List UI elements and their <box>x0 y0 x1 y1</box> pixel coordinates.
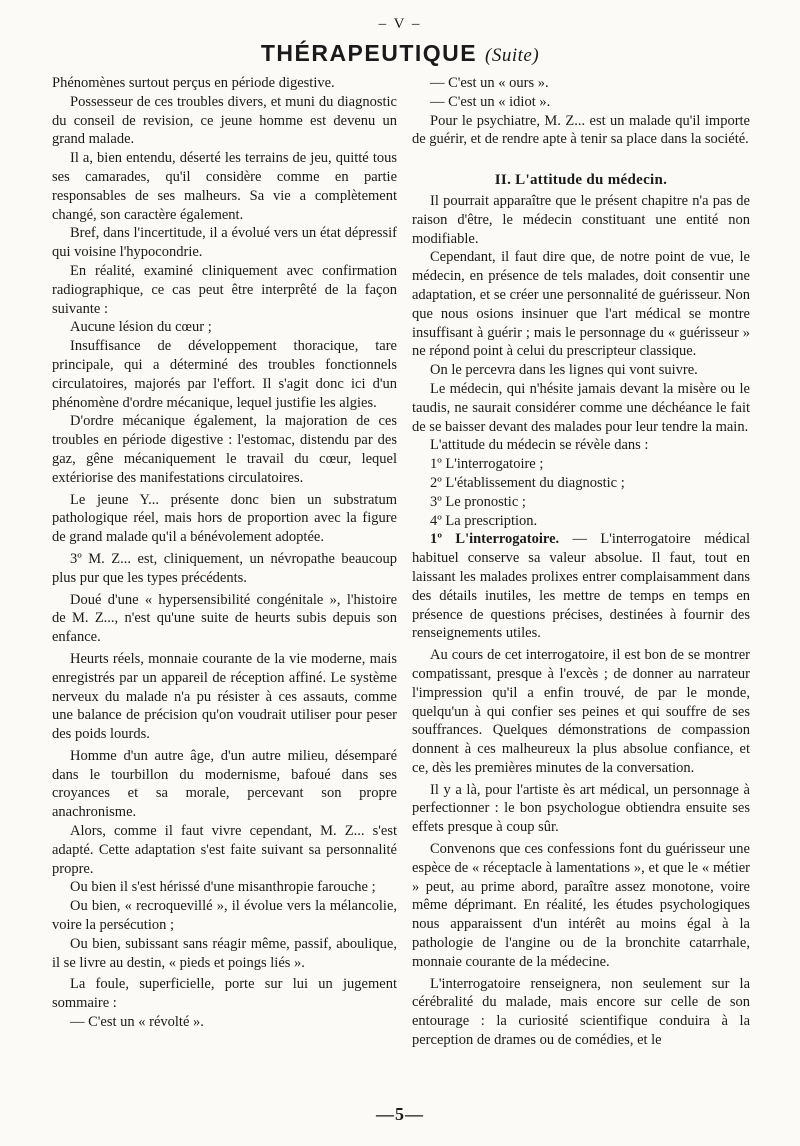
paragraph: 3º M. Z... est, cliniquement, un névropathe beaucoup plus pur que les types précédents. <box>52 550 397 586</box>
page-title <box>0 40 800 67</box>
paragraph: Ou bien, « recroquevillé », il évolue vers la mélancolie, voire la persécution ; <box>52 898 397 934</box>
paragraph: — C'est un « révolté ». <box>70 1014 204 1031</box>
paragraph: Il a, bien entendu, déserté les terrains de jeu, quitté tous ses camarades, qu'il considère comme en partie responsables de ses malheurs. Sa vie a complètement changé, son caractère également. <box>52 150 397 223</box>
list-item: 1º L'interrogatoire ; <box>430 456 544 473</box>
paragraph: Bref, dans l'incertitude, il a évolué vers un état dépressif qui voisine l'hypocondrie. <box>52 225 397 261</box>
page-number: —5— <box>376 1104 424 1124</box>
section-heading: II. L'attitude du médecin. <box>494 172 668 189</box>
paragraph: Il y a là, pour l'artiste ès art médical, un personnage à perfectionner : le bon psychologue obtiendra ensuite ses effets presque à coup sûr. <box>412 781 750 836</box>
interrogatoire-text: — L'interrogatoire médical habituel conserve sa valeur absolue. Il faut, tout en laissant les malades prolixes entrer complaisamment dans des détails inutiles, les mettre de temps en temps en présence de questions précises, destinées à fournir des renseignements utiles. <box>412 531 750 642</box>
paragraph: Le jeune Y... présente donc bien un substratum pathologique réel, mais hors de proportion avec la figure de grand malade qu'il a bénévolement adoptée. <box>52 491 397 546</box>
paragraph: Alors, comme il faut vivre cependant, M. Z... s'est adapté. Cette adaptation s'est faite suivant sa personnalité propre. <box>52 823 397 877</box>
interrogatoire-label: 1º L'interrogatoire. <box>430 531 560 548</box>
paragraph: En réalité, examiné cliniquement avec confirmation radiographique, ce cas peut être interprêté de la façon suivante : <box>52 262 397 317</box>
title-text: THÉRAPEUTIQUE <box>260 40 478 66</box>
paragraph: Ou bien, subissant sans réagir même, passif, aboulique, il se livre au destin, « pieds et poings liés ». <box>52 935 397 971</box>
paragraph: Au cours de cet interrogatoire, il est bon de se montrer compatissant, presque à l'excès ; de donner au narrateur l'impression qu'il a enfin trouvé, de par le monde, quelqu'un à qui confier ses peines et qui souffre de ses souffrances. Quelques démonstrations de compassion donnent à ces malheureux la plus absolue confiance, et ce, dès les premières minutes de la conversation. <box>412 647 750 776</box>
paragraph: Cependant, il faut dire que, de notre point de vue, le médecin, en présence de tels malades, doit consentir une adaptation, et se créer une personnalité de guérisseur. Non que nous osions insinuer que l'art médical se montre insuffisant à guérir ; mais le personnage du « guérisseur » ne répond point à celui du prescripteur classique. <box>412 249 750 360</box>
title-suffix: (Suite) <box>485 45 540 66</box>
paragraph: Pour le psychiatre, M. Z... est un malade qu'il importe de guérir, et de rendre apte à tenir sa place dans la société. <box>412 112 750 148</box>
list-item: 2º L'établissement du diagnostic ; <box>430 474 625 491</box>
paragraph: Il pourrait apparaître que le présent chapitre n'a pas de raison d'être, le médecin constituant une entité non modifiable. <box>412 192 750 247</box>
left-column <box>52 74 397 1032</box>
paragraph: Heurts réels, monnaie courante de la vie moderne, mais enregistrés par un appareil de réception affiné. Le système nerveux du malade n'a pu résister à ces assauts, comme une balance de précision qu'on voudrait utiliser pour peser des poids lourds. <box>52 650 397 743</box>
paragraph: — C'est un « ours ». <box>430 75 549 91</box>
paragraph: Convenons que ces confessions font du guérisseur une espèce de « réceptacle à lamentations », et que le « métier » peut, au prime abord, paraître assez monotone, voire même déprimant. En réalité, les études psychologiques nous apparaissent d'un intérêt au moins égal à la pathologie de l'angine ou de la bronchite catarrhale, monnaie courante de la médecine. <box>412 841 750 970</box>
paragraph: Ou bien il s'est hérissé d'une misanthropie farouche ; <box>70 879 376 896</box>
paragraph: Phénomènes surtout perçus en période digestive. <box>52 75 335 91</box>
right-column <box>412 74 750 1050</box>
paragraph: La foule, superficielle, porte sur lui un jugement sommaire : <box>52 976 397 1012</box>
paragraph: L'attitude du médecin se révèle dans : <box>430 437 649 454</box>
roman-page-numeral: – V – <box>378 16 422 32</box>
paragraph: D'ordre mécanique également, la majoration de ces troubles en période digestive : l'estomac, distendu par des gaz, gêne mécaniquement le travail du cœur, lequel extériorise des manifestations circulatoires. <box>52 413 397 486</box>
paragraph: Possesseur de ces troubles divers, et muni du diagnostic du conseil de revision, ce jeune homme est devenu un grand malade. <box>52 93 397 148</box>
paragraph: L'interrogatoire renseignera, non seulement sur la cérébralité du malade, mais encore sur celle de son entourage : la curiosité scientifique conduira à la perception de drames ou de comédies, et le <box>412 975 750 1049</box>
paragraph: Homme d'un autre âge, d'un autre milieu, désemparé dans le tourbillon du modernisme, bafoué dans ses croyances et sa morale, percevant son propre anachronisme. <box>52 747 397 821</box>
paragraph: — C'est un « idiot ». <box>430 93 551 110</box>
paragraph: On le percevra dans les lignes qui vont suivre. <box>430 362 698 379</box>
list-item: 4º La prescription. <box>430 512 538 529</box>
paragraph: Le médecin, qui n'hésite jamais devant la misère ou le taudis, ne saurait considérer comme une déchéance le fait de se baisser devant des malades pour leur tendre la main. <box>412 380 750 435</box>
list-item: 3º Le pronostic ; <box>430 493 526 510</box>
paragraph: Insuffisance de développement thoracique, tare principale, qui a déterminé des troubles fonctionnels circulatoires, majorés par l'effort. Il s'agit donc ici d'un phénomène d'ordre mécanique, lequel justifie les algies. <box>52 338 397 411</box>
interrogatoire-paragraph <box>412 530 750 643</box>
paragraph: Aucune lésion du cœur ; <box>70 319 212 336</box>
paragraph: Doué d'une « hypersensibilité congénitale », l'histoire de M. Z..., n'est qu'une suite de heurts subis depuis son enfance. <box>52 591 397 646</box>
